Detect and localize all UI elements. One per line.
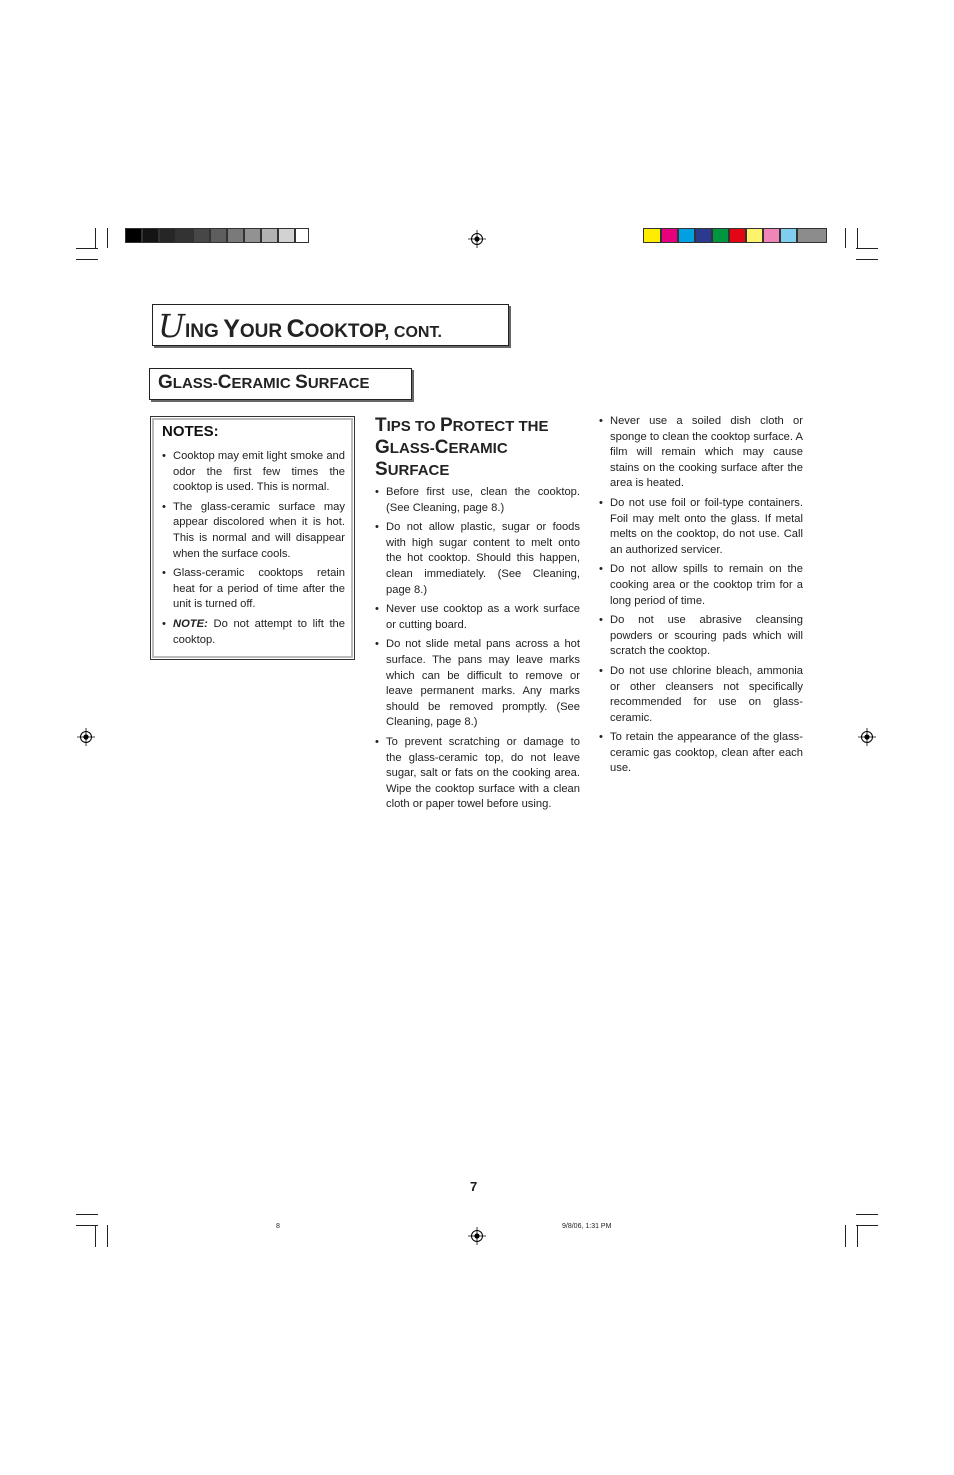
page-number: 7 xyxy=(470,1179,478,1194)
color-swatch xyxy=(643,228,661,243)
gray-swatch xyxy=(278,228,295,243)
list-item: • Do not allow plastic, sugar or foods with high sugar content to melt onto the hot cooktop. Should this happen, clean immediately. (See Cleaning, page 8.) xyxy=(375,520,580,598)
list-item: • To retain the appearance of the glass-ceramic gas cooktop, clean after each use. xyxy=(599,730,803,777)
gray-swatch xyxy=(210,228,227,243)
color-swatch xyxy=(729,228,746,243)
note-text: Do not attempt to lift the cooktop. xyxy=(173,617,346,646)
notes-heading: NOTES: xyxy=(162,423,219,440)
page-title: UING YOUR COOKTOP, CONT. xyxy=(158,307,442,345)
list-item: • Before first use, clean the cooktop. (See Cleaning, page 8.) xyxy=(375,485,580,516)
color-swatch xyxy=(780,228,797,243)
gray-swatch xyxy=(261,228,278,243)
gray-swatch xyxy=(193,228,210,243)
color-swatch xyxy=(695,228,712,243)
list-item: • Never use a soiled dish cloth or sponge to clean the cooktop surface. A film will remain which may cause stains on the cooking surface after the area is heated. xyxy=(599,414,803,492)
color-swatch xyxy=(661,228,678,243)
tips-column-1 xyxy=(375,415,580,817)
tips-list-2 xyxy=(599,414,803,777)
notes-box xyxy=(150,416,355,660)
list-item xyxy=(162,617,345,648)
tips-heading: TIPS TO PROTECT THE GLASS-CERAMIC SURFACE xyxy=(375,415,549,480)
note-label: NOTE: xyxy=(173,617,208,630)
footer-timestamp: 9/8/06, 1:31 PM xyxy=(562,1223,612,1230)
footer-left: 8 xyxy=(276,1223,280,1230)
list-item: • Do not allow spills to remain on the cooking area or the cooktop trim for a long period of time. xyxy=(599,562,803,609)
color-swatch xyxy=(678,228,695,243)
list-item: • Cooktop may emit light smoke and odor the first few times the cooktop is used. This is normal. xyxy=(162,449,345,496)
gray-swatch xyxy=(176,228,193,243)
section-heading: GLASS-CERAMIC SURFACE xyxy=(158,372,370,393)
tips-column-2 xyxy=(599,414,803,781)
color-swatch xyxy=(712,228,729,243)
list-item: • Do not use chlorine bleach, ammonia or other cleansers not specifically recommended for use on glass-ceramic. xyxy=(599,664,803,726)
color-swatch xyxy=(746,228,763,243)
gray-swatch xyxy=(295,228,309,243)
gray-swatch xyxy=(244,228,261,243)
list-item: • The glass-ceramic surface may appear discolored when it is hot. This is normal and will disappear when the surface cools. xyxy=(162,500,345,562)
registration-mark-icon xyxy=(468,230,486,248)
gray-swatch xyxy=(142,228,159,243)
list-item: • Never use cooktop as a work surface or cutting board. xyxy=(375,602,580,633)
list-item: • Do not slide metal pans across a hot surface. The pans may leave marks which can be difficult to remove or leave permanent marks. Any marks should be removed promptly. (See Cleaning, page 8.) xyxy=(375,637,580,731)
page-title-box xyxy=(152,304,509,346)
gray-swatch xyxy=(227,228,244,243)
registration-mark-icon xyxy=(858,728,876,746)
registration-mark-icon xyxy=(468,1227,486,1245)
color-swatch xyxy=(797,228,827,243)
section-heading-box xyxy=(149,368,412,400)
list-item: • Do not use foil or foil-type containers. Foil may melt onto the glass. If metal melts on the cooktop, do not use. Call an authorized servicer. xyxy=(599,496,803,558)
list-item: • To prevent scratching or damage to the glass-ceramic top, do not leave sugar, salt or fats on the cooking area. Wipe the cooktop surface with a clean cloth or paper towel before using. xyxy=(375,735,580,813)
tips-list-1 xyxy=(375,485,580,813)
color-swatch xyxy=(763,228,780,243)
list-item: • Glass-ceramic cooktops retain heat for a period of time after the unit is turned off. xyxy=(162,566,345,613)
notes-list xyxy=(162,449,345,652)
gray-swatch xyxy=(159,228,176,243)
list-item: • Do not use abrasive cleansing powders or scouring pads which will scratch the cooktop. xyxy=(599,613,803,660)
gray-swatch xyxy=(125,228,142,243)
registration-mark-icon xyxy=(77,728,95,746)
